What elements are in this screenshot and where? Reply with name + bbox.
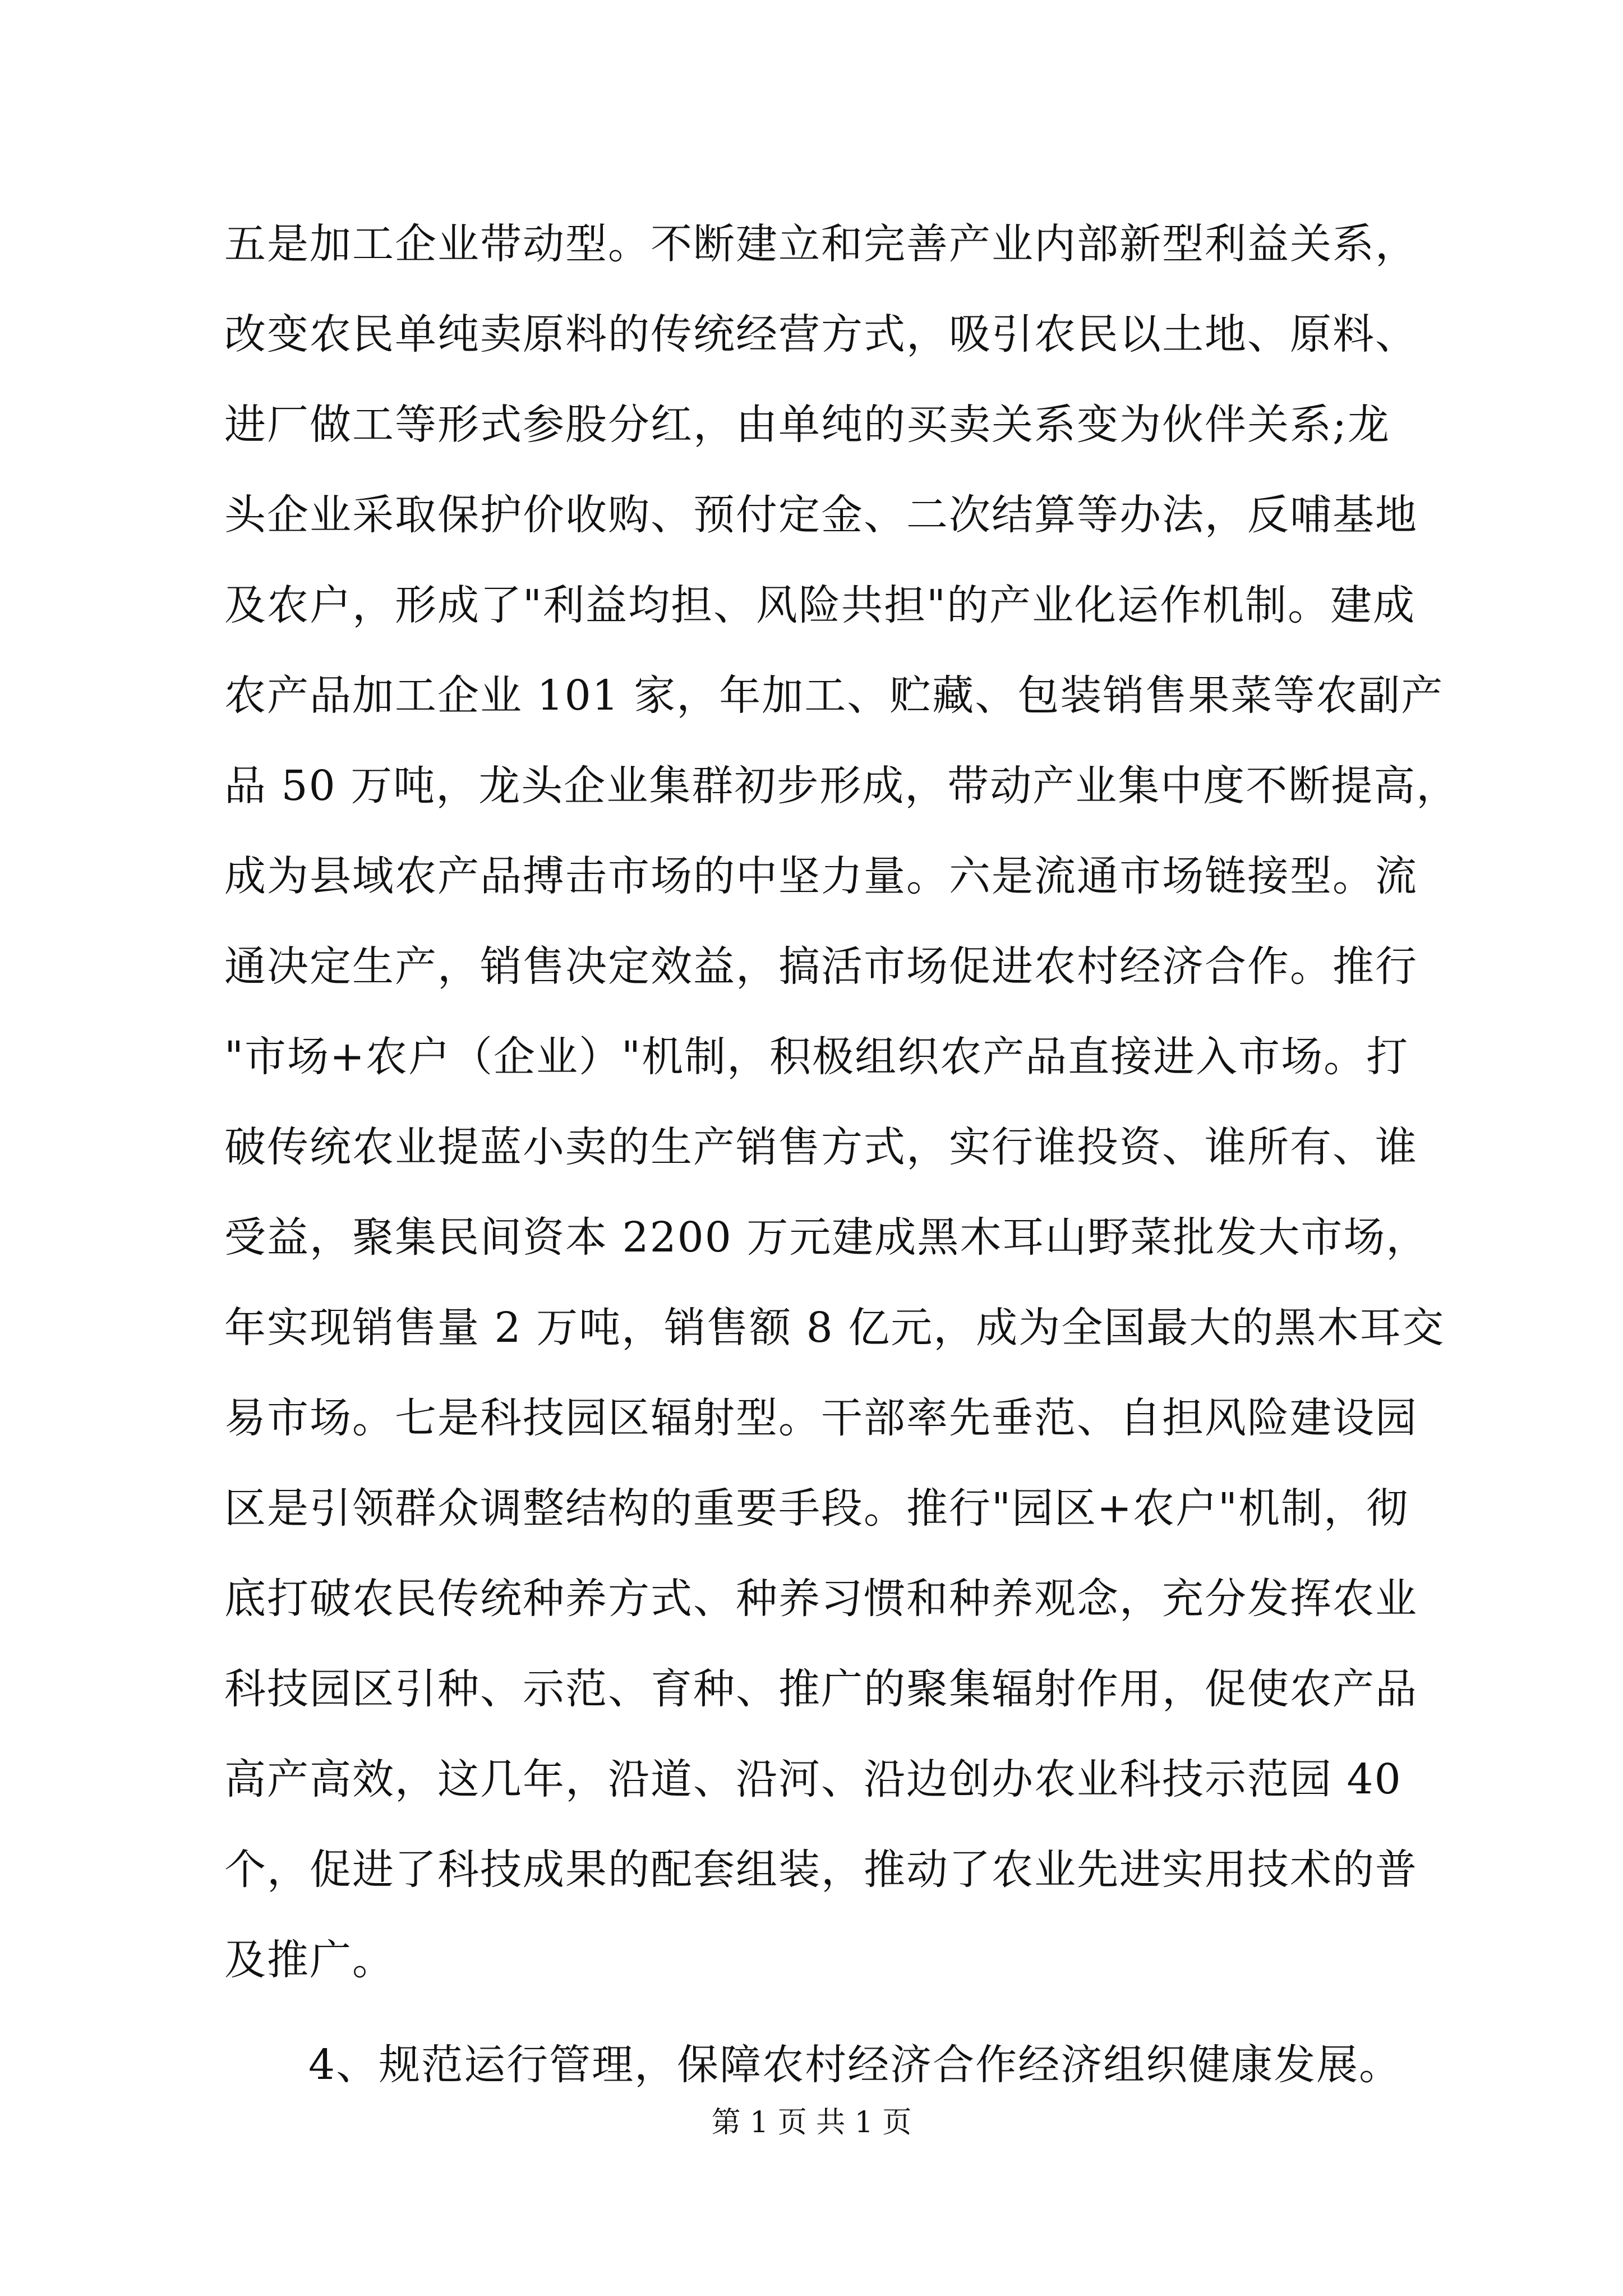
text-line: 成为县域农产品搏击市场的中坚力量。六是流通市场链接型。流 <box>224 852 1418 900</box>
text-line: 区是引领群众调整结构的重要手段。推行"园区+农户"机制，彻 <box>224 1484 1409 1533</box>
text-line: 破传统农业提蓝小卖的生产销售方式，实行谁投资、谁所有、谁 <box>224 1123 1418 1171</box>
text-line: 品 50 万吨，龙头企业集群初步形成，带动产业集中度不断提高， <box>224 762 1459 810</box>
text-line: "市场+农户（企业）"机制，积极组织农产品直接进入市场。打 <box>224 1033 1409 1081</box>
text-line: 底打破农民传统种养方式、种养习惯和种养观念，充分发挥农业 <box>224 1575 1418 1623</box>
text-line: 五是加工企业带动型。不断建立和完善产业内部新型利益关系， <box>224 220 1418 268</box>
page-footer <box>0 2102 1623 2143</box>
text-line: 及农户，形成了"利益均担、风险共担"的产业化运作机制。建成 <box>224 581 1416 629</box>
text-line: 进厂做工等形式参股分红，由单纯的买卖关系变为伙伴关系;龙 <box>224 401 1390 449</box>
text-line: 通决定生产，销售决定效益，搞活市场促进农村经济合作。推行 <box>224 942 1418 991</box>
text-line: 科技园区引种、示范、育种、推广的聚集辐射作用，促使农产品 <box>224 1665 1418 1713</box>
text-line: 农产品加工企业 101 家，年加工、贮藏、包装销售果菜等农副产 <box>224 671 1444 720</box>
text-line: 易市场。七是科技园区辐射型。干部率先垂范、自担风险建设园 <box>224 1394 1418 1442</box>
text-line: 及推广。 <box>224 1936 395 1984</box>
text-line: 年实现销售量 2 万吨，销售额 8 亿元，成为全国最大的黑木耳交 <box>224 1304 1445 1352</box>
page-number: 第 1 页 共 1 页 <box>711 2106 912 2139</box>
text-line: 改变农民单纯卖原料的传统经营方式，吸引农民以土地、原料、 <box>224 310 1418 358</box>
text-line: 受益，聚集民间资本 2200 万元建成黑木耳山野菜批发大市场， <box>224 1213 1429 1262</box>
body-text <box>224 199 1459 2110</box>
text-line: 头企业采取保护价收购、预付定金、二次结算等办法，反哺基地 <box>224 491 1418 539</box>
section-heading: 4、规范运行管理，保障农村经济合作经济组织健康发展。 <box>308 2041 1402 2089</box>
text-line: 个，促进了科技成果的配套组装，推动了农业先进实用技术的普 <box>224 1846 1418 1894</box>
text-line: 高产高效，这几年，沿道、沿河、沿边创办农业科技示范园 40 <box>224 1755 1402 1803</box>
